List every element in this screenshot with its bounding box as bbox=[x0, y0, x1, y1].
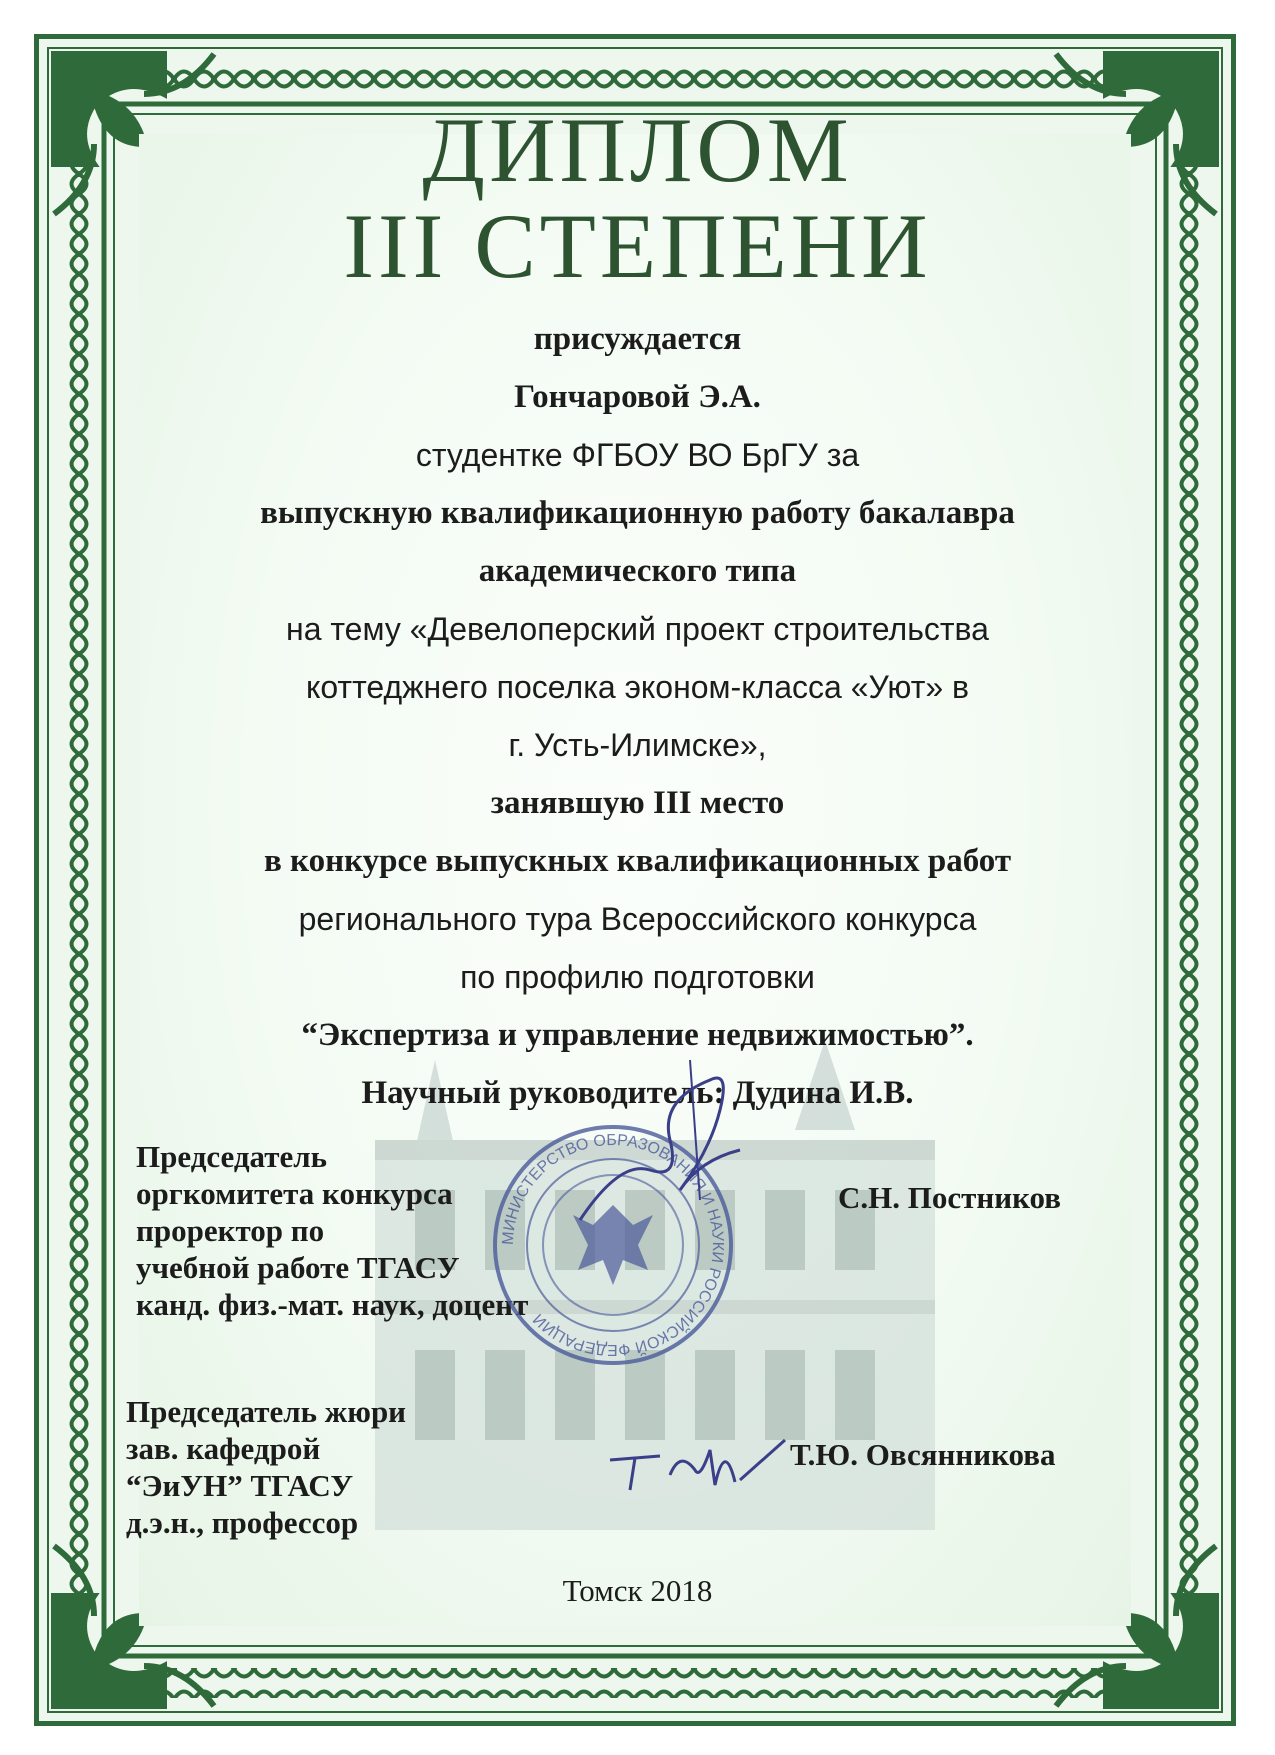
recipient-name: Гончаровой Э.А. bbox=[514, 379, 761, 415]
signature1-icon bbox=[560, 1040, 780, 1240]
body-line: г. Усть-Илимске», bbox=[508, 727, 767, 763]
body-line: регионального тура Всероссийского конкурса bbox=[298, 901, 977, 937]
signatory2-title bbox=[126, 1393, 406, 1541]
signature2-icon bbox=[600, 1420, 790, 1500]
city-year: Томск 2018 bbox=[562, 1573, 713, 1608]
body-line: выпускную квалификационную работу бакалавра bbox=[260, 495, 1015, 531]
signatory1-name: С.Н. Постников bbox=[838, 1180, 1061, 1215]
stamp-text: МИНИСТЕРСТВО ОБРАЗОВАНИЯ И НАУКИ РОССИЙСКОЙ ФЕДЕРАЦИИ bbox=[499, 1131, 727, 1359]
body-line: присуждается bbox=[533, 321, 742, 357]
body-line: академического типа bbox=[478, 553, 797, 589]
signatory-line: учебной работе ТГАСУ bbox=[136, 1250, 460, 1285]
body-line: в конкурсе выпускных квалификационных работ bbox=[263, 843, 1012, 879]
body-line: на тему «Девелоперский проект строительства bbox=[286, 611, 989, 647]
signatory-line: “ЭиУН” ТГАСУ bbox=[126, 1468, 354, 1503]
supervisor-line: Научный руководитель: Дудина И.В. bbox=[361, 1075, 914, 1111]
award-text bbox=[0, 310, 1275, 1122]
body-line: по профилю подготовки bbox=[460, 959, 815, 995]
signatory-line: зав. кафедрой bbox=[126, 1431, 321, 1466]
signatory-line: оргкомитета конкурса bbox=[136, 1176, 453, 1211]
profile-line: “Экспертиза и управление недвижимостью”. bbox=[301, 1017, 974, 1053]
signatory1-title bbox=[136, 1138, 528, 1323]
body-line: студентке ФГБОУ ВО БрГУ за bbox=[415, 437, 860, 473]
place-line: занявшую III место bbox=[490, 785, 785, 821]
signatory-line: Председатель жюри bbox=[126, 1394, 407, 1429]
diploma-degree: III СТЕПЕНИ bbox=[343, 195, 932, 297]
body-line: коттеджнего поселка эконом-класса «Уют» в bbox=[305, 669, 970, 705]
diploma-title: ДИПЛОМ bbox=[422, 99, 853, 201]
signatory-line: д.э.н., профессор bbox=[126, 1505, 359, 1540]
signatory-line: Председатель bbox=[136, 1139, 328, 1174]
signatory-line: канд. физ.-мат. наук, доцент bbox=[136, 1287, 529, 1322]
signatory-line: проректор по bbox=[136, 1213, 325, 1248]
signatory2-name: Т.Ю. Овсянникова bbox=[790, 1437, 1056, 1472]
